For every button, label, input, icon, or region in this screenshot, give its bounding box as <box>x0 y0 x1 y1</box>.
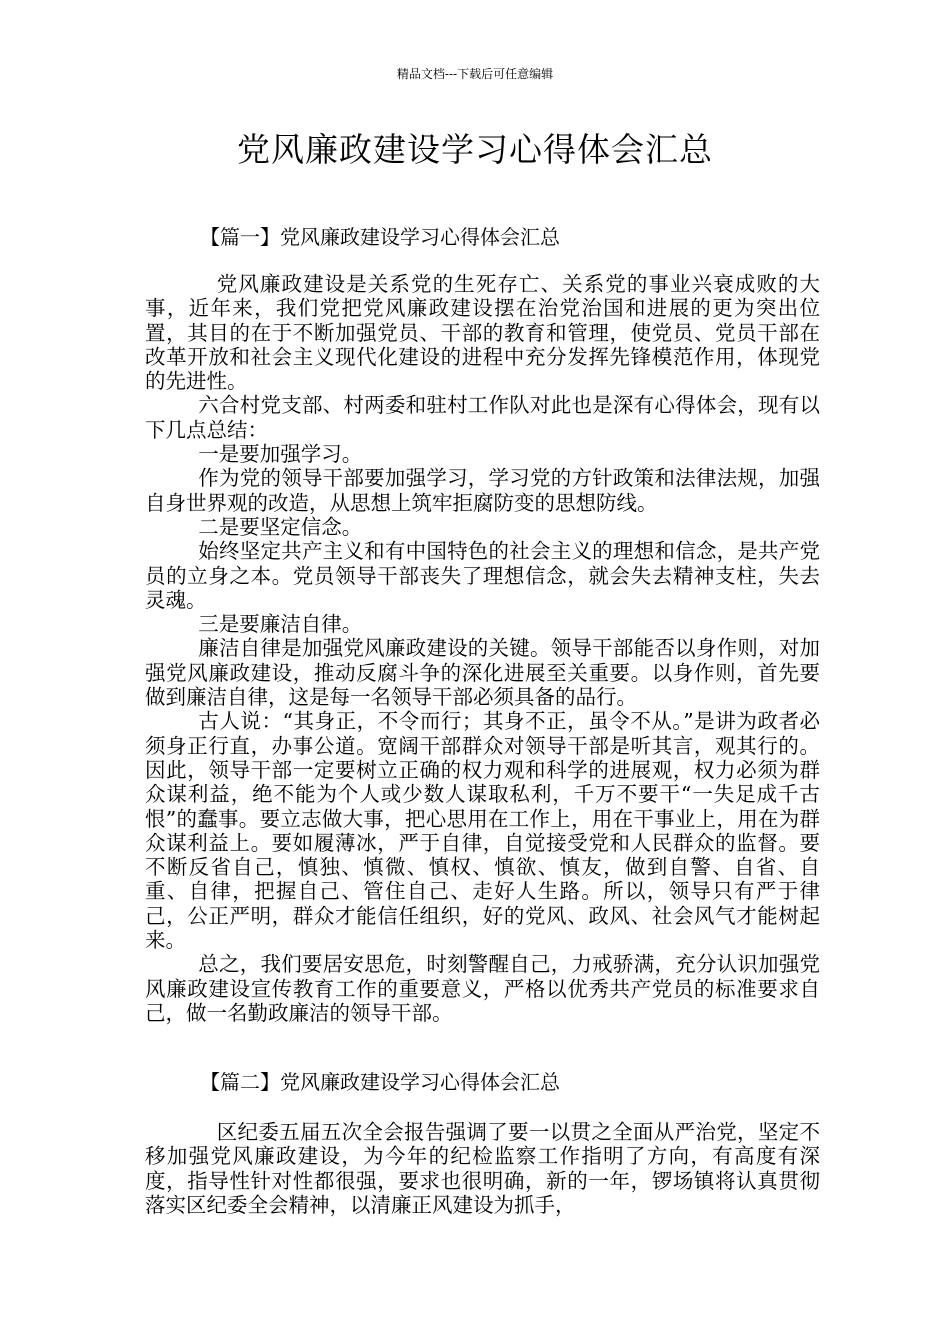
paragraph: 总之，我们要居安思危，时刻警醒自己，力戒骄满，充分认识加强党风廉政建设宣传教育工作的重要意义，严格以优秀共产党员的标准要求自己，做一名勤政廉洁的领导干部。 <box>145 952 820 1025</box>
paragraph: 始终坚定共产主义和有中国特色的社会主义的理想和信念，是共产党员的立身之本。党员领导干部丧失了理想信念，就会失去精神支柱，失去灵魂。 <box>145 539 820 612</box>
paragraph: 廉洁自律是加强党风廉政建设的关键。领导干部能否以身作则，对加强党风廉政建设，推动反腐斗争的深化进展至关重要。以身作则，首先要做到廉洁自律，这是每一名领导干部必须具备的品行。 <box>145 636 820 710</box>
paragraph: 一是要加强学习。 <box>198 442 363 467</box>
section-2-body <box>145 1120 820 1217</box>
document-title: 党风廉政建设学习心得体会汇总 <box>237 130 713 169</box>
section-heading-2: 【篇二】党风廉政建设学习心得体会汇总 <box>200 1070 560 1094</box>
paragraph: 作为党的领导干部要加强学习，学习党的方针政策和法律法规，加强自身世界观的改造，从思想上筑牢拒腐防变的思想防线。 <box>145 466 820 515</box>
paragraph: 三是要廉洁自律。 <box>198 612 363 637</box>
paragraph: 党风廉政建设是关系党的生死存亡、关系党的事业兴衰成败的大事，近年来，我们党把党风廉政建设摆在治党治国和进展的更为突出位置，其目的在于不断加强党员、干部的教育和管理，使党员、党员干部在改革开放和社会主义现代化建设的进程中充分发挥先锋模范作用，体现党的先进性。 <box>145 272 820 394</box>
section-heading-1: 【篇一】党风廉政建设学习心得体会汇总 <box>200 225 560 249</box>
header-note: 精品文档---下载后可任意编辑 <box>396 67 554 81</box>
paragraph: 古人说：“其身正，不令而行；其身不正，虽令不从。”是讲为政者必须身正行直，办事公道。宽阔干部群众对领导干部是听其言，观其行的。因此，领导干部一定要树立正确的权力观和科学的进展观，权力必须为群众谋利益，绝不能为个人或少数人谋取私利，千万不要干“一失足成千古恨”的蠢事。要立志做大事，把心思用在工作上，用在干事业上，用在为群众谋利益上。要如履薄冰，严于自律，自觉接受党和人民群众的监督。要不断反省自己，慎独、慎微、慎权、慎欲、慎友，做到自警、自省、自重、自律，把握自己、管住自己、走好人生路。所以，领导只有严于律己，公正严明，群众才能信任组织，好的党风、政风、社会风气才能树起来。 <box>145 709 820 953</box>
paragraph: 六合村党支部、村两委和驻村工作队对此也是深有心得体会，现有以下几点总结： <box>145 393 820 442</box>
paragraph: 二是要坚定信念。 <box>198 514 363 539</box>
paragraph: 区纪委五届五次全会报告强调了要一以贯之全面从严治党，坚定不移加强党风廉政建设，为今年的纪检监察工作指明了方向，有高度有深度，指导性针对性都很强，要求也很明确，新的一年，锣场镇将认真贯彻落实区纪委全会精神，以清廉正风建设为抓手， <box>145 1120 820 1217</box>
section-1-body <box>145 272 820 1025</box>
